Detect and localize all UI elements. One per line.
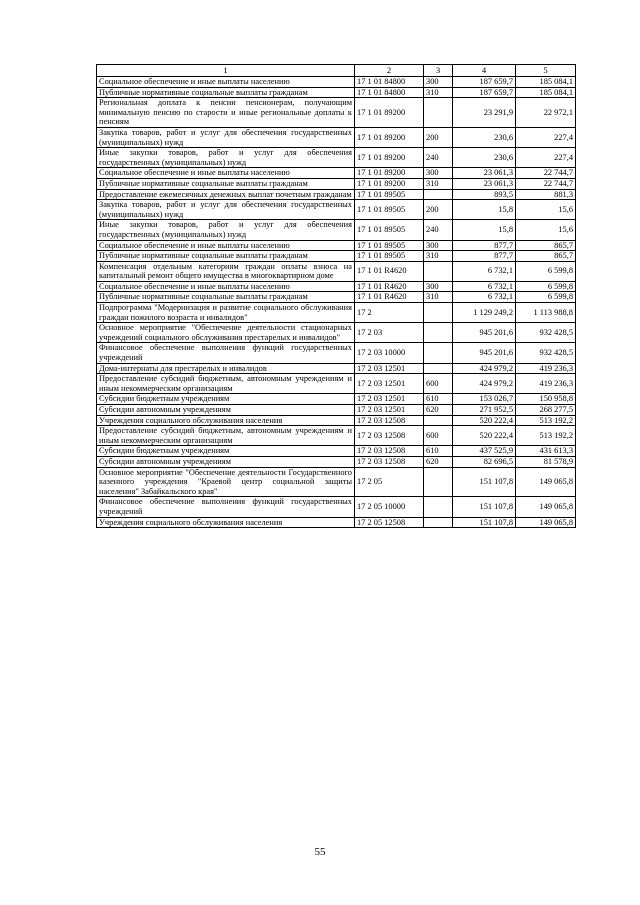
row-amount-col4: 23 061,3 xyxy=(453,168,516,179)
table-row xyxy=(97,394,576,405)
row-amount-col5: 419 236,3 xyxy=(516,363,576,374)
row-amount-col5: 6 599,8 xyxy=(516,292,576,303)
row-expense-type: 200 xyxy=(424,200,453,220)
row-name: Субсидии бюджетным учреждениям xyxy=(97,446,355,457)
row-name: Социальное обеспечение и иные выплаты населению xyxy=(97,240,355,251)
row-expense-type xyxy=(424,363,453,374)
row-name: Субсидии бюджетным учреждениям xyxy=(97,394,355,405)
row-name: Социальное обеспечение и иные выплаты населению xyxy=(97,168,355,179)
row-code: 17 1 01 R4620 xyxy=(355,292,424,303)
row-name: Закупка товаров, работ и услуг для обеспечения государственных (муниципальных) нужд xyxy=(97,127,355,147)
row-amount-col5: 6 599,8 xyxy=(516,261,576,281)
row-name: Основное мероприятие "Обеспечение деятельности стационарных учреждений социального обслуживания престарелых и инвалидов" xyxy=(97,323,355,343)
row-code: 17 1 01 89200 xyxy=(355,178,424,189)
row-code: 17 2 03 12501 xyxy=(355,374,424,394)
row-amount-col5: 6 599,8 xyxy=(516,281,576,292)
row-expense-type: 310 xyxy=(424,178,453,189)
row-amount-col5: 185 084,1 xyxy=(516,77,576,88)
row-expense-type xyxy=(424,261,453,281)
table-row xyxy=(97,168,576,179)
row-amount-col4: 230,6 xyxy=(453,148,516,168)
table-row xyxy=(97,517,576,528)
row-amount-col5: 22 744,7 xyxy=(516,178,576,189)
row-amount-col5: 81 578,9 xyxy=(516,456,576,467)
table-row xyxy=(97,127,576,147)
table-row xyxy=(97,77,576,88)
row-code: 17 1 01 89505 xyxy=(355,251,424,262)
row-expense-type: 610 xyxy=(424,446,453,457)
row-code: 17 1 01 89505 xyxy=(355,240,424,251)
row-amount-col4: 151 107,8 xyxy=(453,497,516,517)
header-row xyxy=(97,65,576,77)
row-amount-col5: 1 113 988,8 xyxy=(516,303,576,323)
header-col-4: 4 xyxy=(453,65,516,77)
table-row xyxy=(97,426,576,446)
row-code: 17 1 01 89200 xyxy=(355,168,424,179)
row-expense-type: 600 xyxy=(424,426,453,446)
row-amount-col5: 15,6 xyxy=(516,200,576,220)
row-amount-col4: 1 129 249,2 xyxy=(453,303,516,323)
row-amount-col4: 424 979,2 xyxy=(453,374,516,394)
budget-table-container xyxy=(96,64,575,528)
row-code: 17 2 03 xyxy=(355,323,424,343)
row-name: Социальное обеспечение и иные выплаты населению xyxy=(97,77,355,88)
header-col-1: 1 xyxy=(97,65,355,77)
row-amount-col5: 881,3 xyxy=(516,189,576,200)
table-row xyxy=(97,87,576,98)
row-amount-col4: 520 222,4 xyxy=(453,426,516,446)
row-amount-col4: 23 291,9 xyxy=(453,98,516,128)
table-header xyxy=(97,65,576,77)
table-row xyxy=(97,303,576,323)
row-code: 17 2 03 12501 xyxy=(355,394,424,405)
page-number: 55 xyxy=(314,846,326,858)
row-expense-type xyxy=(424,415,453,426)
row-expense-type xyxy=(424,303,453,323)
row-code: 17 2 05 xyxy=(355,467,424,497)
row-amount-col5: 149 065,8 xyxy=(516,497,576,517)
row-amount-col4: 877,7 xyxy=(453,240,516,251)
row-code: 17 1 01 84800 xyxy=(355,87,424,98)
row-expense-type xyxy=(424,323,453,343)
row-code: 17 2 xyxy=(355,303,424,323)
table-row xyxy=(97,405,576,416)
row-amount-col5: 22 972,1 xyxy=(516,98,576,128)
row-amount-col4: 271 952,5 xyxy=(453,405,516,416)
row-expense-type: 300 xyxy=(424,77,453,88)
table-row xyxy=(97,148,576,168)
table-row xyxy=(97,261,576,281)
row-amount-col4: 230,6 xyxy=(453,127,516,147)
row-code: 17 1 01 84800 xyxy=(355,77,424,88)
row-amount-col4: 15,8 xyxy=(453,200,516,220)
table-row xyxy=(97,415,576,426)
table-row xyxy=(97,363,576,374)
row-code: 17 2 03 12501 xyxy=(355,363,424,374)
row-name: Дома-интернаты для престарелых и инвалидов xyxy=(97,363,355,374)
table-row xyxy=(97,323,576,343)
row-amount-col4: 151 107,8 xyxy=(453,517,516,528)
header-col-3: 3 xyxy=(424,65,453,77)
row-code: 17 1 01 89505 xyxy=(355,189,424,200)
row-expense-type: 600 xyxy=(424,374,453,394)
row-name: Иные закупки товаров, работ и услуг для обеспечения государственных (муниципальных) нужд xyxy=(97,148,355,168)
row-expense-type: 310 xyxy=(424,251,453,262)
row-amount-col5: 227,4 xyxy=(516,148,576,168)
table-body xyxy=(97,77,576,528)
row-name: Компенсация отдельным категориям граждан оплаты взноса на капитальный ремонт общего имущества в многоквартирном доме xyxy=(97,261,355,281)
row-amount-col4: 437 525,9 xyxy=(453,446,516,457)
row-amount-col4: 6 732,1 xyxy=(453,261,516,281)
row-expense-type: 620 xyxy=(424,456,453,467)
row-name: Учреждения социального обслуживания населения xyxy=(97,517,355,528)
row-amount-col4: 6 732,1 xyxy=(453,292,516,303)
row-name: Предоставление субсидий бюджетным, автономным учреждениям и иным некоммерческим организациям xyxy=(97,374,355,394)
row-amount-col5: 15,6 xyxy=(516,220,576,240)
row-expense-type: 300 xyxy=(424,240,453,251)
row-amount-col5: 150 958,8 xyxy=(516,394,576,405)
table-row xyxy=(97,467,576,497)
table-row xyxy=(97,281,576,292)
row-amount-col4: 877,7 xyxy=(453,251,516,262)
budget-table xyxy=(96,64,576,528)
row-name: Основное мероприятие "Обеспечение деятельности Государственного казенного учреждения "Краевой центр социальной защиты населения" Забайкальского края" xyxy=(97,467,355,497)
row-expense-type xyxy=(424,343,453,363)
row-code: 17 2 03 10000 xyxy=(355,343,424,363)
row-amount-col5: 268 277,5 xyxy=(516,405,576,416)
row-name: Социальное обеспечение и иные выплаты населению xyxy=(97,281,355,292)
row-amount-col4: 893,5 xyxy=(453,189,516,200)
row-code: 17 1 01 R4620 xyxy=(355,281,424,292)
row-code: 17 2 05 10000 xyxy=(355,497,424,517)
row-amount-col5: 932 428,5 xyxy=(516,323,576,343)
row-expense-type: 620 xyxy=(424,405,453,416)
row-code: 17 1 01 89200 xyxy=(355,127,424,147)
row-name: Иные закупки товаров, работ и услуг для обеспечения государственных (муниципальных) нужд xyxy=(97,220,355,240)
row-expense-type xyxy=(424,497,453,517)
row-name: Предоставление субсидий бюджетным, автономным учреждениям и иным некоммерческим организациям xyxy=(97,426,355,446)
row-name: Учреждения социального обслуживания населения xyxy=(97,415,355,426)
row-amount-col4: 23 061,3 xyxy=(453,178,516,189)
table-row xyxy=(97,220,576,240)
row-name: Финансовое обеспечение выполнения функций государственных учреждений xyxy=(97,497,355,517)
row-amount-col5: 513 192,2 xyxy=(516,415,576,426)
table-row xyxy=(97,189,576,200)
row-code: 17 2 03 12508 xyxy=(355,415,424,426)
table-row xyxy=(97,292,576,303)
header-col-5: 5 xyxy=(516,65,576,77)
row-name: Публичные нормативные социальные выплаты гражданам xyxy=(97,251,355,262)
row-code: 17 1 01 89200 xyxy=(355,98,424,128)
row-amount-col5: 932 428,5 xyxy=(516,343,576,363)
table-row xyxy=(97,98,576,128)
row-code: 17 2 03 12508 xyxy=(355,456,424,467)
row-expense-type: 200 xyxy=(424,127,453,147)
row-amount-col4: 187 659,7 xyxy=(453,77,516,88)
table-row xyxy=(97,343,576,363)
row-amount-col5: 149 065,8 xyxy=(516,517,576,528)
table-row xyxy=(97,251,576,262)
table-row xyxy=(97,240,576,251)
row-name: Финансовое обеспечение выполнения функций государственных учреждений xyxy=(97,343,355,363)
row-expense-type: 240 xyxy=(424,220,453,240)
row-amount-col5: 149 065,8 xyxy=(516,467,576,497)
row-amount-col4: 424 979,2 xyxy=(453,363,516,374)
row-code: 17 2 03 12501 xyxy=(355,405,424,416)
table-row xyxy=(97,497,576,517)
row-expense-type: 310 xyxy=(424,87,453,98)
row-amount-col5: 431 613,3 xyxy=(516,446,576,457)
row-amount-col5: 185 084,1 xyxy=(516,87,576,98)
row-name: Субсидии автономным учреждениям xyxy=(97,456,355,467)
header-col-2: 2 xyxy=(355,65,424,77)
table-row xyxy=(97,446,576,457)
row-name: Закупка товаров, работ и услуг для обеспечения государственных (муниципальных) нужд xyxy=(97,200,355,220)
row-code: 17 1 01 89200 xyxy=(355,148,424,168)
row-expense-type: 240 xyxy=(424,148,453,168)
row-code: 17 2 05 12508 xyxy=(355,517,424,528)
row-amount-col4: 82 696,5 xyxy=(453,456,516,467)
row-code: 17 1 01 R4620 xyxy=(355,261,424,281)
table-row xyxy=(97,456,576,467)
row-code: 17 1 01 89505 xyxy=(355,200,424,220)
row-amount-col5: 227,4 xyxy=(516,127,576,147)
row-amount-col4: 945 201,6 xyxy=(453,323,516,343)
table-row xyxy=(97,374,576,394)
row-expense-type: 300 xyxy=(424,281,453,292)
row-amount-col4: 151 107,8 xyxy=(453,467,516,497)
row-name: Публичные нормативные социальные выплаты гражданам xyxy=(97,87,355,98)
row-expense-type xyxy=(424,98,453,128)
row-expense-type xyxy=(424,467,453,497)
table-row xyxy=(97,200,576,220)
row-amount-col4: 153 026,7 xyxy=(453,394,516,405)
row-code: 17 2 03 12508 xyxy=(355,446,424,457)
row-amount-col5: 419 236,3 xyxy=(516,374,576,394)
row-name: Предоставление ежемесячных денежных выплат почетным гражданам xyxy=(97,189,355,200)
row-expense-type: 300 xyxy=(424,168,453,179)
row-name: Публичные нормативные социальные выплаты гражданам xyxy=(97,292,355,303)
row-amount-col4: 6 732,1 xyxy=(453,281,516,292)
row-name: Субсидии автономным учреждениям xyxy=(97,405,355,416)
row-expense-type: 610 xyxy=(424,394,453,405)
row-name: Публичные нормативные социальные выплаты гражданам xyxy=(97,178,355,189)
row-amount-col4: 945 201,6 xyxy=(453,343,516,363)
row-name: Подпрограмма "Модернизация и развитие социального обслуживания граждан пожилого возраста и инвалидов" xyxy=(97,303,355,323)
row-code: 17 2 03 12508 xyxy=(355,426,424,446)
row-amount-col4: 520 222,4 xyxy=(453,415,516,426)
row-amount-col5: 22 744,7 xyxy=(516,168,576,179)
row-name: Региональная доплата к пенсии пенсионерам, получающим минимальную пенсию по старости и иные региональные доплаты к пенсиям xyxy=(97,98,355,128)
table-row xyxy=(97,178,576,189)
row-expense-type xyxy=(424,517,453,528)
row-amount-col5: 865,7 xyxy=(516,251,576,262)
row-code: 17 1 01 89505 xyxy=(355,220,424,240)
row-expense-type: 310 xyxy=(424,292,453,303)
row-amount-col5: 513 192,2 xyxy=(516,426,576,446)
row-amount-col4: 15,8 xyxy=(453,220,516,240)
row-amount-col5: 865,7 xyxy=(516,240,576,251)
row-expense-type xyxy=(424,189,453,200)
row-amount-col4: 187 659,7 xyxy=(453,87,516,98)
